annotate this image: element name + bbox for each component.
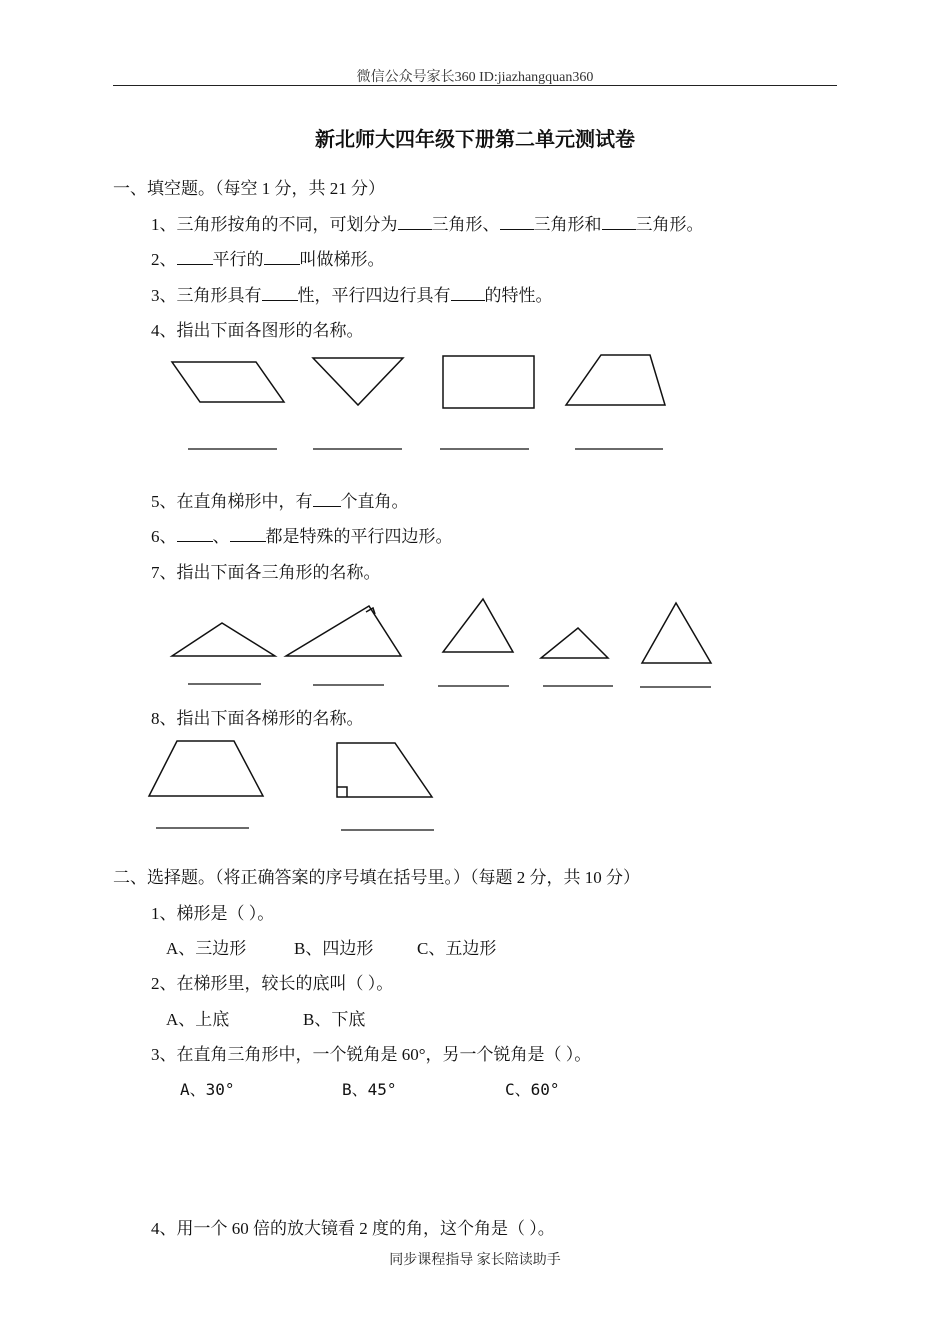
- s2-q2-option-a[interactable]: A、上底: [166, 1010, 230, 1029]
- s2-q3-option-b[interactable]: B、45°: [342, 1080, 397, 1099]
- s2-q3-option-a[interactable]: A、30°: [180, 1080, 235, 1099]
- s1-q3-text-b: 性，平行四边行具有: [297, 286, 451, 305]
- page-header: 微信公众号家长360 ID:jiazhangquan360: [356, 70, 594, 85]
- page-title: 新北师大四年级下册第二单元测试卷: [315, 129, 635, 151]
- s1-question-8: 8、指出下面各梯形的名称。: [151, 709, 364, 728]
- s1-question-7: 7、指出下面各三角形的名称。: [151, 563, 381, 582]
- s2-question-4: 4、用一个 60 倍的放大镜看 2 度的角，这个角是（ ）。: [151, 1219, 555, 1238]
- s1-q1-text-d: 三角形。: [635, 215, 704, 234]
- s2-question-1: 1、梯形是（ ）。: [151, 904, 275, 923]
- s2-question-3: 3、在直角三角形中，一个锐角是 60°，另一个锐角是（ ）。: [151, 1045, 592, 1064]
- s1-q5-text-a: 5、在直角梯形中，有: [151, 492, 313, 511]
- section2-heading: 二、选择题。（将正确答案的序号填在括号里。）（每题 2 分，共 10 分）: [113, 868, 640, 887]
- s1-q2-text-b: 平行的: [212, 250, 264, 269]
- page-footer: 同步课程指导 家长陪读助手: [389, 1253, 561, 1268]
- s2-question-2: 2、在梯形里，较长的底叫（ ）。: [151, 974, 394, 993]
- s1-q2-text-c: 叫做梯形。: [299, 250, 385, 269]
- s2-q3-option-c[interactable]: C、60°: [505, 1080, 560, 1099]
- s1-q6-text-c: 都是特殊的平行四边形。: [265, 527, 453, 546]
- isosceles-trapezoid-figure: [149, 741, 263, 796]
- right-trapezoid-figure: [337, 743, 432, 797]
- s1-q1-text-b: 三角形、: [431, 215, 500, 234]
- s2-q1-option-b[interactable]: B、四边形: [294, 939, 374, 958]
- s2-q2-option-b[interactable]: B、下底: [303, 1010, 366, 1029]
- s1-q3-text-c: 的特性。: [484, 286, 553, 305]
- s1-question-4: 4、指出下面各图形的名称。: [151, 321, 364, 340]
- s1-q1-text-a: 1、三角形按角的不同，可划分为: [151, 215, 398, 234]
- right-angle-mark: [337, 787, 347, 797]
- s1-q3-text-a: 3、三角形具有: [151, 286, 262, 305]
- s1-q1-text-c: 三角形和: [533, 215, 602, 234]
- section1-heading: 一、填空题。（每空 1 分，共 21 分）: [113, 179, 385, 198]
- s1-q5-text-b: 个直角。: [340, 492, 409, 511]
- s1-q6-text-b: 、: [212, 527, 230, 546]
- s2-q1-option-a[interactable]: A、三边形: [166, 939, 247, 958]
- s1-q6-text-a: 6、: [151, 527, 177, 546]
- s1-q2-text-a: 2、: [151, 250, 177, 269]
- s2-q1-option-c[interactable]: C、五边形: [417, 939, 497, 958]
